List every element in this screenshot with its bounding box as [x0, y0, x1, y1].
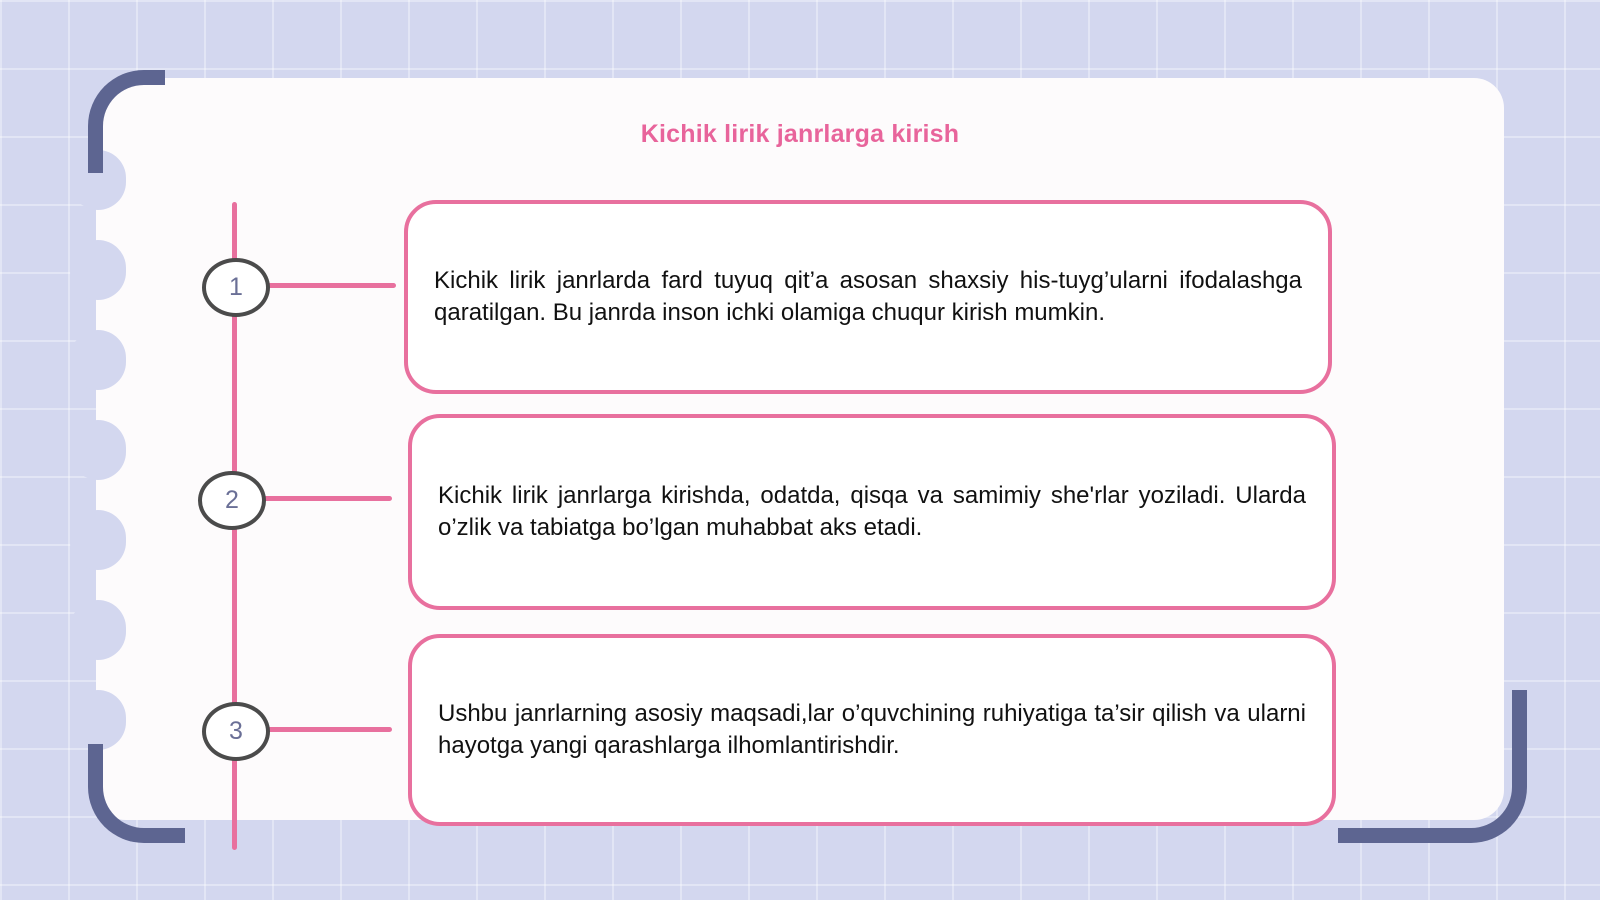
step-text-3: Ushbu janrlarning asosiy maqsadi,lar o’quvchining ruhiyatiga ta’sir qilish va ularni hayotga yangi qarashlarga ilhomlantirishdir.: [438, 700, 1306, 759]
timeline-connector: [266, 283, 396, 288]
paper-notch: [70, 510, 126, 570]
corner-bracket-bottom-left: [88, 744, 185, 843]
step-text-2: Kichik lirik janrlarga kirishda, odatda, qisqa va samimiy she'rlar yoziladi. Ularda o’zlik va tabiatga bo’lgan muhabbat aks etadi.: [438, 482, 1306, 541]
paper-notch: [70, 240, 126, 300]
paper-notch: [70, 600, 126, 660]
step-number-3: 3: [202, 702, 270, 761]
step-box-1: [404, 200, 1332, 394]
timeline-connector: [266, 727, 392, 732]
step-number-2: 2: [198, 471, 266, 530]
corner-bracket-bottom-right: [1338, 690, 1527, 843]
slide-title: Kichik lirik janrlarga kirish: [640, 120, 960, 148]
paper-notch: [70, 420, 126, 480]
step-box-2: [408, 414, 1336, 610]
step-number-1: 1: [202, 258, 270, 317]
step-box-3: [408, 634, 1336, 826]
timeline-connector: [262, 496, 392, 501]
step-text-1: Kichik lirik janrlarda fard tuyuq qit’a asosan shaxsiy his-tuyg’ularni ifodalashga qaratilgan. Bu janrda inson ichki olamiga chuqur kirish mumkin.: [434, 267, 1302, 326]
paper-notch: [70, 690, 126, 750]
paper-notch: [70, 330, 126, 390]
